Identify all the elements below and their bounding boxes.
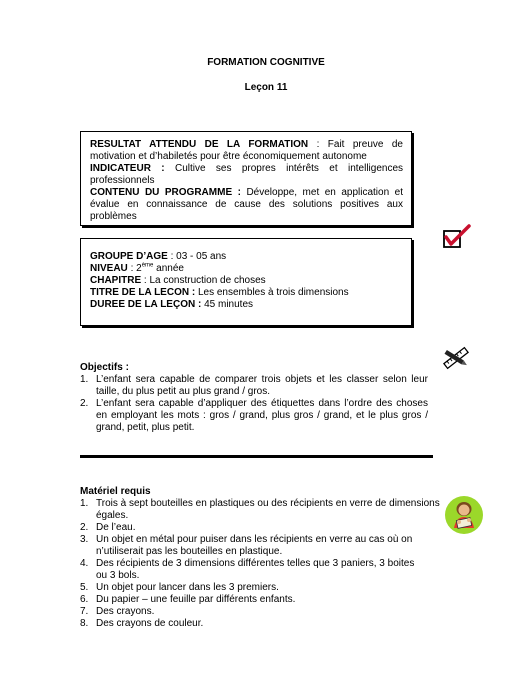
niveau-line: [90, 263, 403, 275]
item-text: De l’eau.: [96, 522, 136, 533]
duree-value: 45 minutes: [201, 299, 254, 310]
objectifs-heading: Objectifs :: [80, 362, 129, 373]
item-number: 3.: [80, 534, 89, 545]
indicateur-line: [90, 163, 403, 187]
item-number: 2.: [80, 398, 89, 409]
list-item: [80, 594, 440, 606]
chapitre-line: [90, 275, 403, 287]
titre-label: TITRE DE LA LECON :: [90, 287, 196, 298]
niveau-sup: ème: [141, 262, 154, 269]
item-text: Du papier – une feuille par différents enfants.: [96, 594, 296, 605]
list-item: [80, 606, 440, 618]
list-item: [80, 374, 428, 398]
list-item: [80, 398, 428, 434]
child-reading-icon: [444, 495, 484, 535]
groupe-value: : 03 - 05 ans: [167, 251, 227, 262]
list-item: [80, 534, 440, 558]
page-title: FORMATION COGNITIVE: [207, 57, 325, 68]
objectifs-section: [80, 362, 428, 434]
groupe-line: [90, 251, 403, 263]
item-number: 8.: [80, 618, 89, 629]
section-divider: [80, 455, 433, 458]
materiel-list: [80, 498, 440, 630]
resultat-line: [90, 139, 403, 163]
item-text: Des crayons.: [96, 606, 155, 617]
item-text: L’enfant sera capable d’appliquer des étiquettes dans l’ordre des choses en employant les mots : gros / grand, plus gros / grand, et le plus gros / grand, petit, plus petit.: [96, 398, 428, 433]
indicateur-text: Cultive ses propres intérêts et intelligences professionnels: [90, 163, 404, 186]
chapitre-value: : La construction de choses: [141, 275, 266, 286]
list-item: [80, 618, 440, 630]
list-item: [80, 522, 440, 534]
item-number: 6.: [80, 594, 89, 605]
contenu-line: [90, 187, 403, 223]
resultat-text: : Fait preuve de motivation et d’habiletés pour être économiquement autonome: [90, 139, 403, 162]
groupe-label: GROUPE D’AGE: [90, 251, 168, 262]
titre-value: Les ensembles à trois dimensions: [195, 287, 349, 298]
list-item: [80, 558, 440, 582]
item-text: L’enfant sera capable de comparer trois objets et les classer selon leur taille, du plus petit au plus grand / gros.: [96, 374, 428, 397]
materiel-heading: Matériel requis: [80, 486, 151, 497]
item-number: 4.: [80, 558, 89, 569]
objectifs-list: [80, 374, 428, 434]
item-text: Des crayons de couleur.: [96, 618, 204, 629]
item-number: 7.: [80, 606, 89, 617]
contenu-text: Développe, met en application et évalue en connaissance de cause des solutions positives aux problèmes: [90, 187, 403, 222]
item-number: 1.: [80, 374, 89, 385]
duree-line: [90, 299, 403, 311]
checkbox-check-icon: [442, 224, 472, 250]
formation-box: [80, 131, 412, 226]
titre-line: [90, 287, 403, 299]
item-number: 5.: [80, 582, 89, 593]
lesson-number: Leçon 11: [244, 82, 288, 93]
list-item: [80, 498, 440, 522]
indicateur-label: INDICATEUR :: [90, 163, 165, 174]
item-number: 1.: [80, 498, 89, 509]
contenu-label: CONTENU DU PROGRAMME :: [90, 187, 241, 198]
niveau-suffix: année: [153, 263, 184, 274]
item-text: Trois à sept bouteilles en plastiques ou des récipients en verre de dimensions égales.: [96, 498, 440, 521]
resultat-label: RESULTAT ATTENDU DE LA FORMATION: [90, 139, 309, 150]
list-item: [80, 582, 440, 594]
item-text: Un objet pour lancer dans les 3 premiers.: [96, 582, 279, 593]
materiel-section: [80, 486, 440, 630]
chapitre-label: CHAPITRE: [90, 275, 142, 286]
item-number: 2.: [80, 522, 89, 533]
pencil-ruler-icon: [440, 346, 472, 370]
lesson-info-box: [80, 238, 412, 326]
niveau-prefix: : 2: [127, 263, 142, 274]
item-text: Des récipients de 3 dimensions différentes telles que 3 paniers, 3 boites ou 3 bols.: [96, 558, 415, 581]
duree-label: DUREE DE LA LEÇON :: [90, 299, 202, 310]
niveau-label: NIVEAU: [90, 263, 128, 274]
item-text: Un objet en métal pour puiser dans les récipients en verre au cas où on n’utiliserait pas les bouteilles en plastique.: [96, 534, 413, 557]
